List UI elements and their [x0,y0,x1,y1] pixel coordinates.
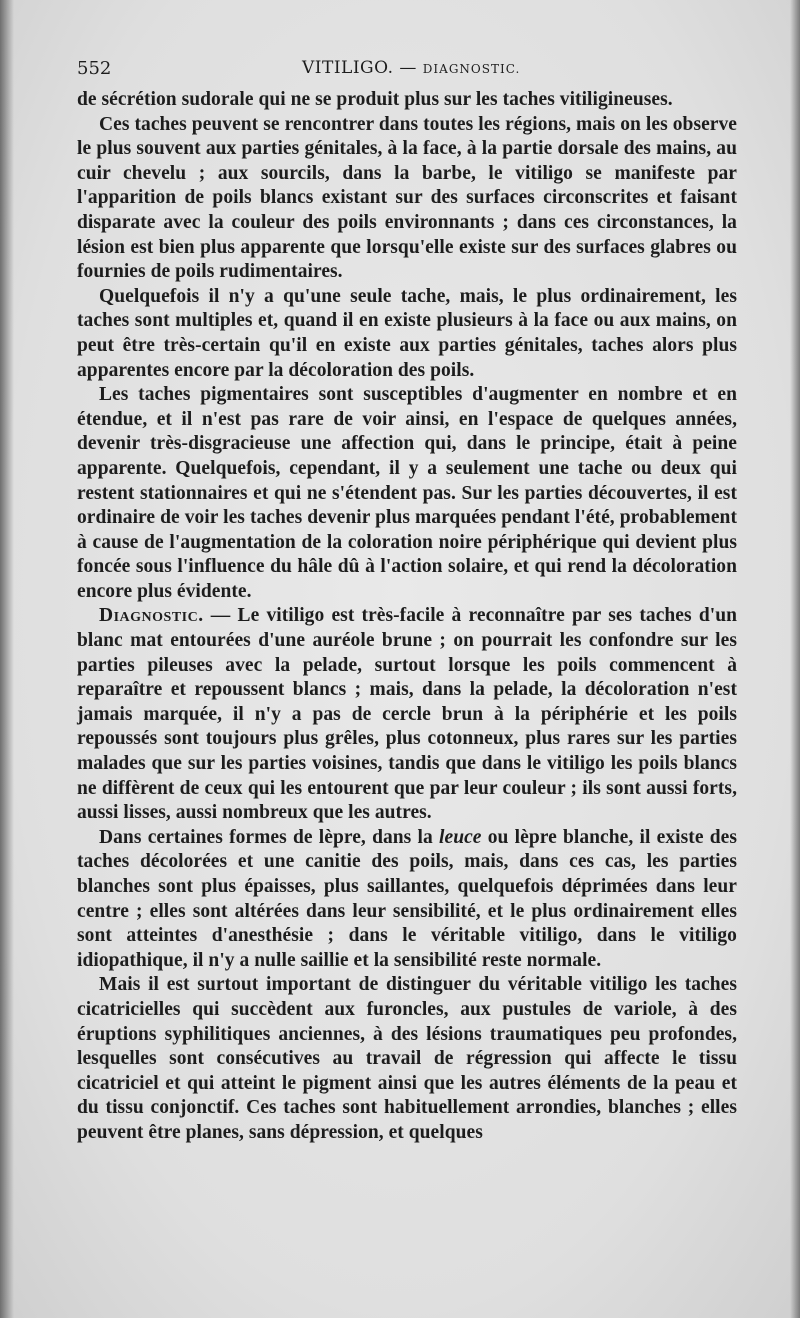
header-title: VITILIGO. [302,58,394,78]
body-text [77,88,737,1146]
paragraph [77,285,737,383]
paragraph-text: Mais il est surtout important de distinguer du véritable vitiligo les taches cicatricielles qui succèdent aux furoncles, aux pustules de variole, à des éruptions syphilitiques anciennes, à des lésions traumatiques peu profondes, lesquelles sont consécutives au travail de régression qui affecte le tissu cicatriciel et qui atteint le pigment ainsi que les autres éléments de la peau et du tissu conjonctif. Ces taches sont habituellement arrondies, blanches ; elles peuvent être planes, sans dépression, et quelques [77,974,737,1143]
paragraph-continuation [77,88,737,113]
paragraph-text: Quelquefois il n'y a qu'une seule tache, mais, le plus ordinairement, les taches sont multiples et, quand il en existe plusieurs à la face ou aux mains, on peut être très-certain qu'il en existe aux parties génitales, taches alors plus apparentes encore par la décoloration des poils. [77,285,737,381]
paragraph-text: Dans certaines formes de lèpre, dans la [99,826,440,848]
running-header [77,56,737,86]
section-heading-diagnostic: Diagnostic. [99,605,204,627]
header-dash: — [393,58,423,78]
running-title [302,58,520,78]
paragraph [77,383,737,604]
paragraph-diagnostic [77,604,737,825]
paragraph-text: — Le vitiligo est très-facile à reconnaître par ses taches d'un blanc mat entourées d'une auréole brune ; on pourrait les confondre sur les parties pileuses avec la pelade, surtout lorsque les poils commencent à reparaître et repoussent blancs ; mais, dans la pelade, la décoloration n'est jamais marquée, il n'y a pas de cercle brun à la périphérie et les poils repoussés sont toujours plus grêles, plus cotonneux, plus rares sur les parties malades que sur les parties voisines, tandis que dans le vitiligo les poils blancs ne diffèrent de ceux qui les entourent que par leur couleur ; ils sont aussi forts, aussi lisses, aussi nombreux que les autres. [77,605,737,824]
italic-term: leuce [439,826,482,848]
page-shadow-left [0,0,14,1318]
paragraph-text: Les taches pigmentaires sont susceptibles d'augmenter en nombre et en étendue, et il n'est pas rare de voir ainsi, en l'espace de quelques années, devenir très-disgracieuse une affection qui, dans le principe, était à peine apparente. Quelquefois, cependant, il y a seulement une tache ou deux qui restent stationnaires et qui ne s'étendent pas. Sur les parties découvertes, il est ordinaire de voir les taches devenir plus marquées pendant l'été, probablement à cause de l'augmentation de la coloration noire périphérique qui devient plus foncée sous l'influence du hâle dû à l'action solaire, et qui rend la décoloration encore plus évidente. [77,384,737,602]
paragraph [77,826,737,974]
paragraph-text: de sécrétion sudorale qui ne se produit plus sur les taches vitiligineuses. [77,89,673,110]
paragraph-text: Ces taches peuvent se rencontrer dans toutes les régions, mais on les observe le plus souvent aux parties génitales, à la face, à la partie dorsale des mains, au cuir chevelu ; aux sourcils, dans la barbe, le vitiligo se manifeste par l'apparition de poils blancs existant sur des surfaces circonscrites et faisant disparate avec la couleur des poils environnants ; dans ces circonstances, la lésion est bien plus apparente que lorsqu'elle existe sur des surfaces glabres ou fournies de poils rudimentaires. [77,113,737,283]
paragraph [77,973,737,1145]
paragraph-text: ou lèpre blanche, il existe des taches décolorées et une canitie des poils, mais, dans ces cas, les parties blanches sont plus épaisses, plus saillantes, quelquefois déprimées dans leur centre ; elles sont altérées dans leur sensibilité, et le plus ordinairement elles sont atteintes d'anesthésie ; dans le véritable vitiligo, dans le vitiligo idiopathique, il n'y a nulle saillie et la sensibilité reste normale. [77,826,737,971]
page-number: 552 [77,58,112,79]
paragraph [77,113,737,285]
page-shadow-right [790,0,800,1318]
header-section: DIAGNOSTIC. [422,62,521,76]
